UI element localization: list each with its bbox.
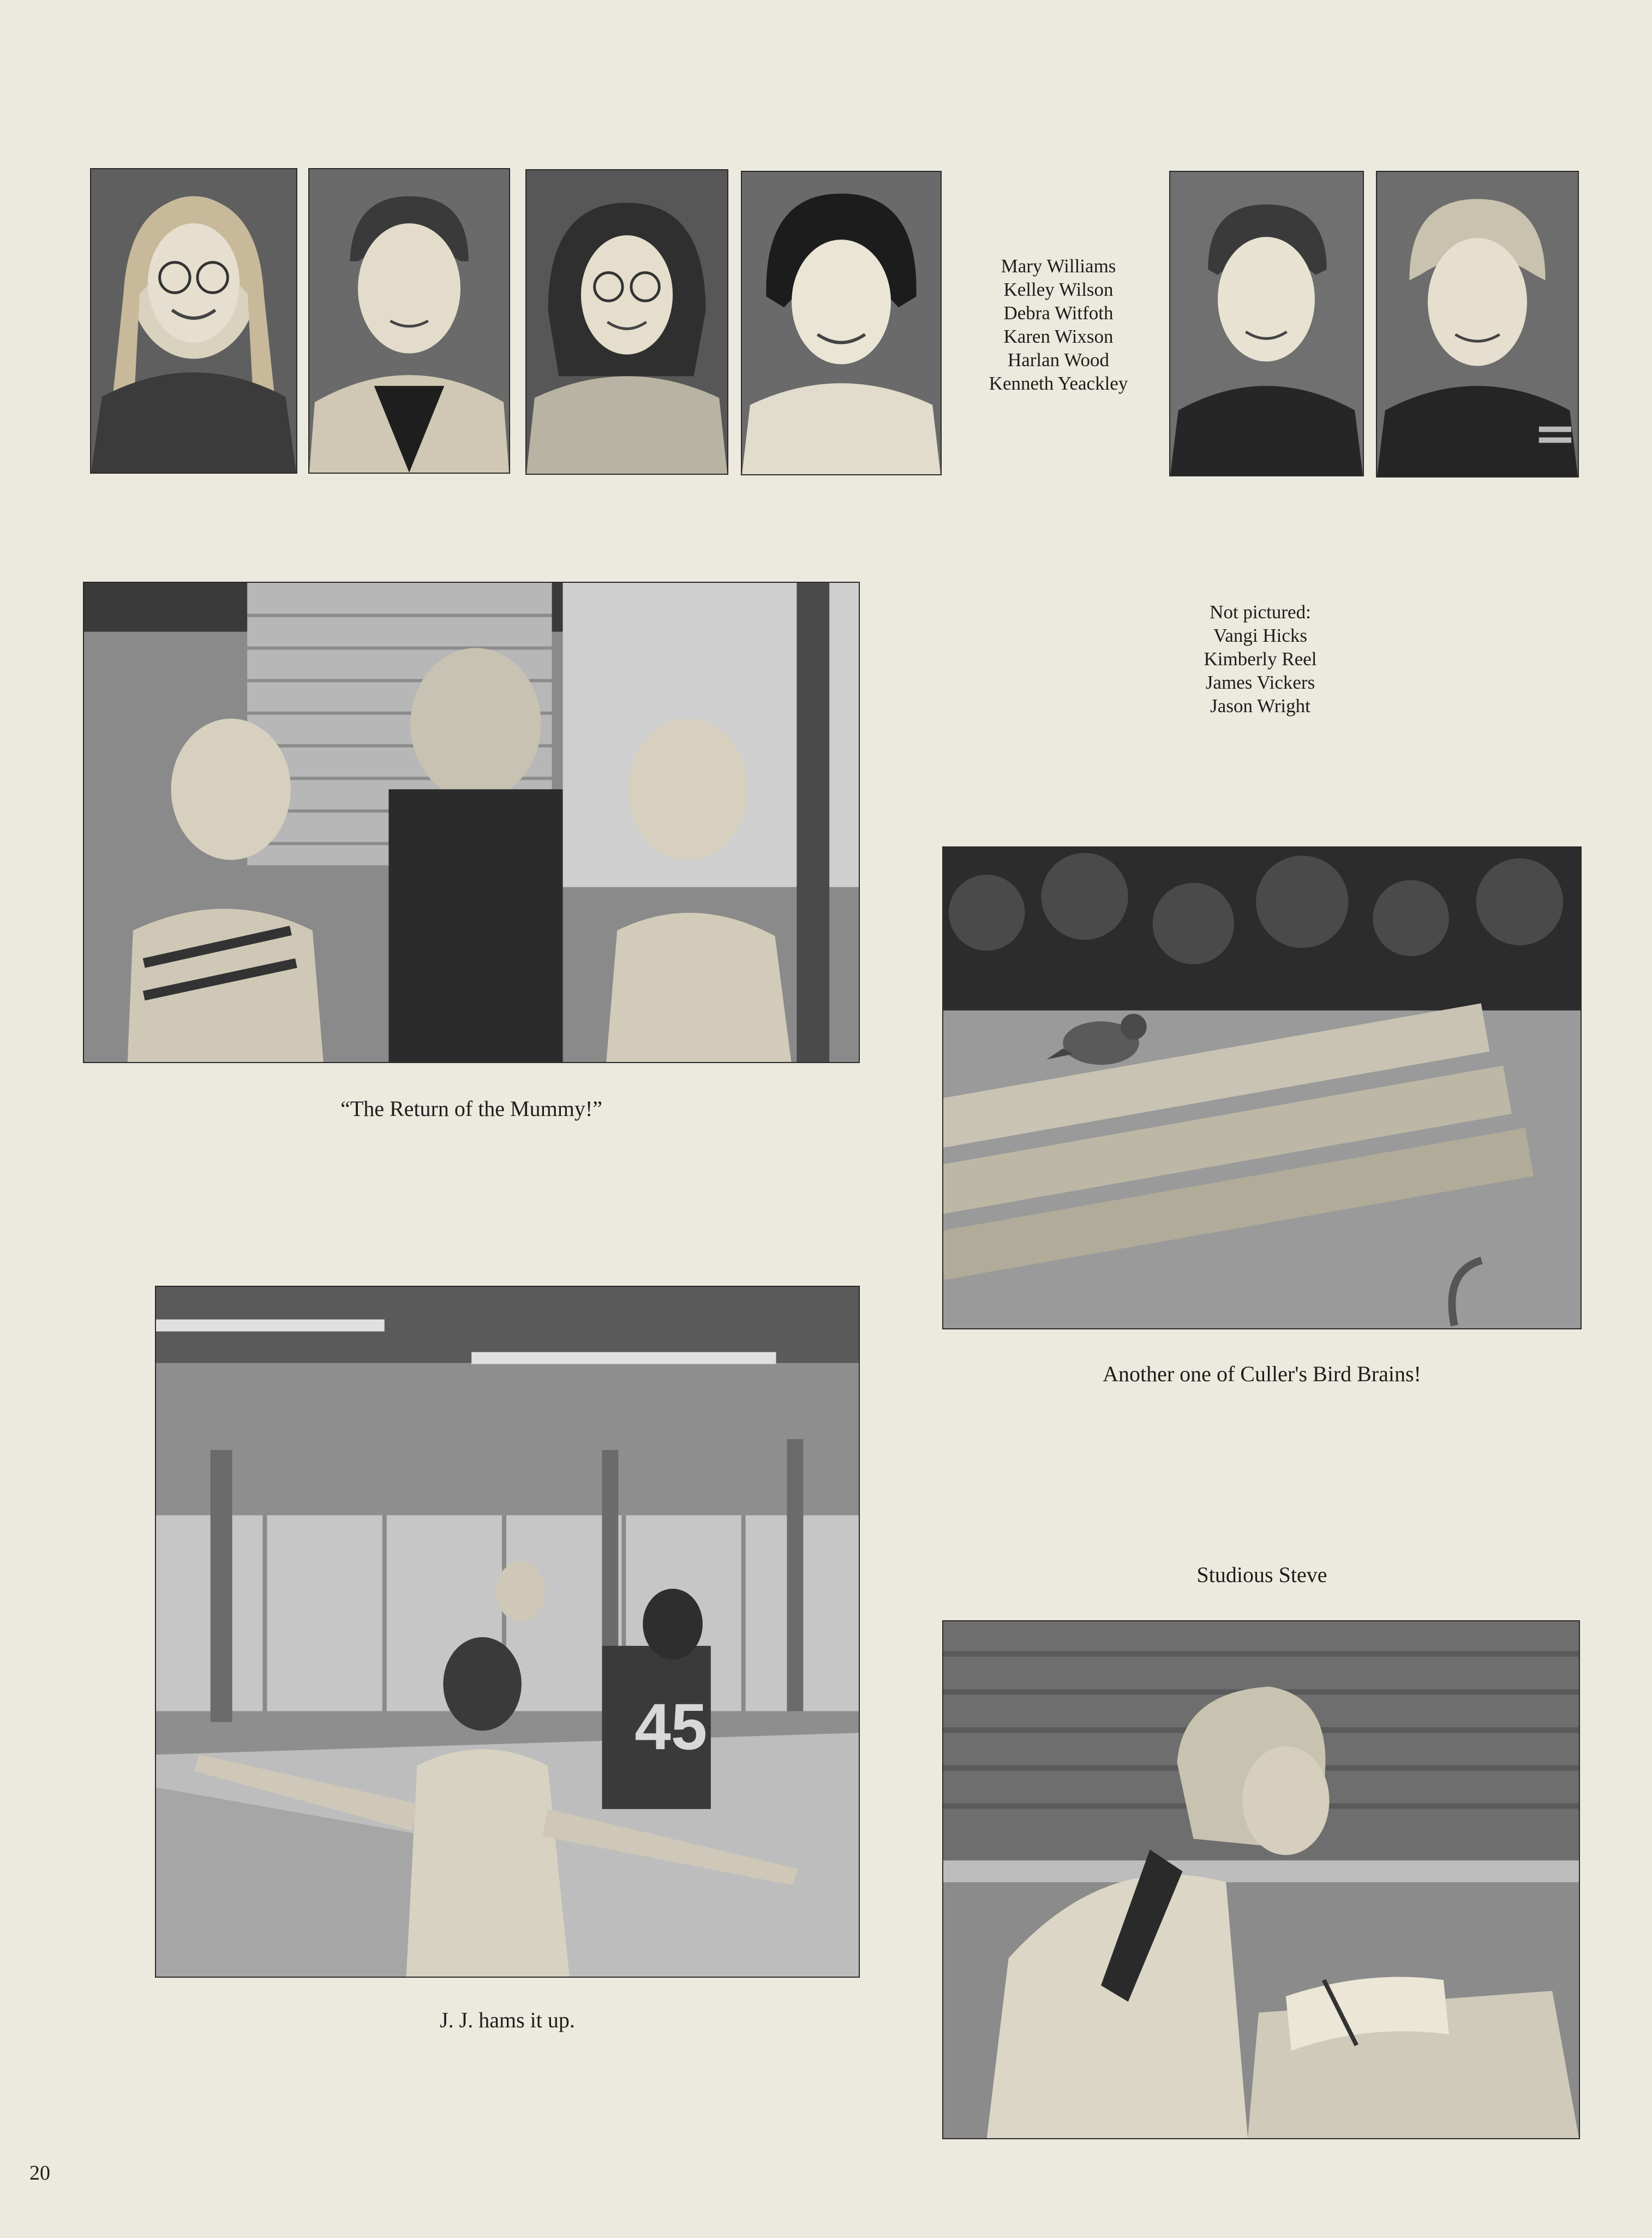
portrait-photo-4 (741, 171, 942, 475)
not-pictured-name: James Vickers (1205, 672, 1315, 693)
not-pictured-name: Kimberly Reel (1204, 648, 1317, 670)
mummy-caption: “The Return of the Mummy!” (340, 1096, 602, 1121)
bird-photo (942, 846, 1582, 1329)
portrait-name: Mary Williams (1001, 255, 1116, 277)
portrait-names (966, 254, 1151, 395)
not-pictured-name: Jason Wright (1210, 695, 1310, 717)
drafting-room-photo (155, 1286, 860, 1978)
portrait-name: Kenneth Yeackley (989, 373, 1128, 394)
not-pictured-name: Vangi Hicks (1213, 625, 1308, 646)
page-number: 20 (29, 2162, 50, 2185)
portrait-photo-5 (1169, 171, 1364, 476)
jj-caption: J. J. hams it up. (440, 2008, 575, 2032)
portrait-name: Kelley Wilson (1003, 279, 1114, 300)
portrait-photo-6 (1376, 171, 1579, 478)
steve-photo (942, 1620, 1580, 2139)
portrait-photo-3 (525, 169, 728, 475)
not-pictured-heading: Not pictured: (1210, 601, 1311, 623)
portrait-photo-2 (308, 168, 510, 474)
bird-caption: Another one of Culler's Bird Brains! (1103, 1362, 1421, 1386)
jersey-number: 45 (635, 1691, 708, 1764)
steve-caption: Studious Steve (1196, 1562, 1327, 1587)
mummy-photo (83, 582, 860, 1063)
portrait-photo-1 (90, 168, 297, 474)
portrait-name: Karen Wixson (1003, 326, 1114, 347)
portrait-name: Harlan Wood (1007, 349, 1110, 371)
portrait-name: Debra Witfoth (1003, 302, 1114, 324)
not-pictured-list (1162, 600, 1358, 718)
